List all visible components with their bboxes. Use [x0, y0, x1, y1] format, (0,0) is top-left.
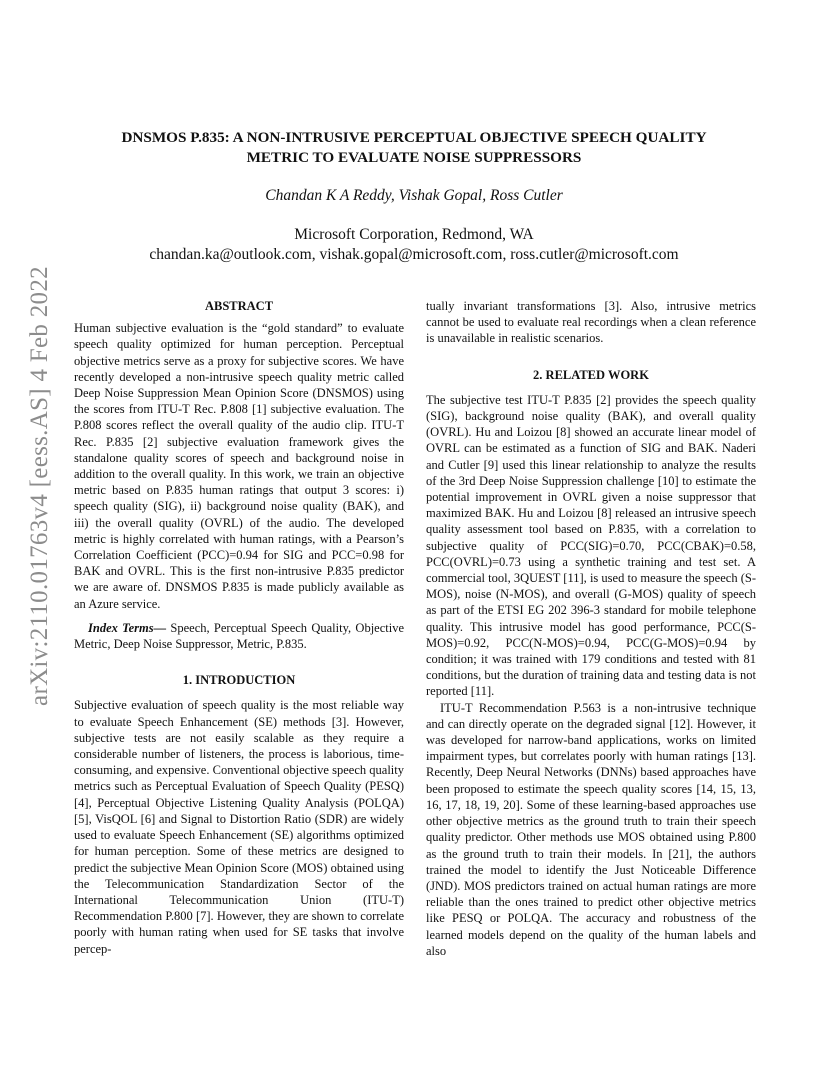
- abstract-body: Human subjective evaluation is the “gold standard” to evaluate speech quality optimized for human perception. Perceptual objective metrics serve as a proxy for subjective scores. We have recently developed a non-intrusive speech quality metric called Deep Noise Suppression Mean Opinion Score (DNSMOS) using the scores from ITU-T Rec. P.808 [1] subjective evaluation. The P.808 scores reflect the overall quality of the audio clip. ITU-T Rec. P.835 [2] subjective evaluation framework gives the standalone quality scores of speech and background noise in addition to the overall quality. In this work, we train an objective metric based on P.835 human ratings that output 3 scores: i) speech quality (SIG), ii) background noise quality (BAK), and iii) the overall quality (OVRL) of the audio. The developed metric is highly correlated with human ratings, with a Pearson’s Correlation Coefficient (PCC)=0.94 for SIG and PCC=0.98 for BAK and OVRL. This is the first non-intrusive P.835 predictor we are aware of. DNSMOS P.835 is made publicly available as an Azure service.: [74, 321, 404, 611]
- arxiv-id-text: arXiv:2110.01763v4 [eess.AS] 4 Feb 2022: [26, 265, 53, 706]
- abstract-heading: ABSTRACT: [204, 299, 274, 313]
- index-terms-label: Index Terms—: [88, 620, 167, 635]
- author-emails: chandan.ka@outlook.com, vishak.gopal@microsoft.com, ross.cutler@microsoft.com: [149, 246, 679, 263]
- introduction-continued: tually invariant transformations [3]. Also, intrusive metrics cannot be used to evaluate real recordings when a clean reference is unavailable in realistic scenarios.: [426, 299, 756, 346]
- affiliation-block: [70, 225, 758, 265]
- related-work-heading: 2. RELATED WORK: [533, 367, 649, 382]
- related-work-paragraph-2: ITU-T Recommendation P.563 is a non-intrusive technique and can directly operate on the degraded signal [12]. However, it was developed for narrow-band applications, works on limited impairment types, but correlates poorly with human ratings [13]. Recently, Deep Neural Networks (DNNs) based approaches have been proposed to estimate the speech quality scores [14, 15, 13, 16, 17, 18, 19, 20]. Some of these learning-based approaches use other objective metrics as the ground truth to train their speech quality predictor. Other methods use MOS obtained using P.800 as the ground truth to train their models. In [21], the authors trained the model to identify the Just Noticeable Difference (JND). MOS predictors trained on actual human ratings are more reliable than the ones trained to predict other objective metrics like PESQ or POLQA. The accuracy and robustness of the learned models depend on the quality of the human labels and also: [426, 700, 756, 958]
- arxiv-identifier-stamp: [22, 265, 58, 706]
- related-work-paragraph-1: The subjective test ITU-T P.835 [2] provides the speech quality (SIG), background noise quality (BAK), and overall quality (OVRL). Hu and Loizou [8] showed an accurate linear model of OVRL can be estimated as a function of SIG and BAK. Naderi and Cutler [9] used this linear relationship to analyze the results of the 3rd Deep Noise Suppression challenge [10] to estimate the potential improvement in OVRL given a noise suppressor that maximized BAK. Hu and Loizou [8] released an intrusive speech quality assessment tool based on P.835, with a correlation to subjective quality of PCC(SIG)=0.70, PCC(CBAK)=0.58, PCC(OVRL)=0.73 using a synthetic training and test set. A commercial tool, 3QUEST [11], is used to measure the speech (S-MOS), noise (N-MOS), and overall (G-MOS) quality of speech as part of the ETSI EG 202 396-3 standard for mobile telephone quality. This intrusive model has good performance, PCC(S-MOS)=0.92, PCC(N-MOS)=0.94, PCC(G-MOS)=0.94 by condition; it was trained with 179 conditions and tested with 81 conditions, but the duration of training data and testing data is not reported [11].: [426, 392, 756, 699]
- paper-title: [70, 128, 758, 168]
- author-list: Chandan K A Reddy, Vishak Gopal, Ross Cutler: [265, 187, 563, 204]
- right-column: [426, 298, 756, 959]
- index-terms-text: Speech, Perceptual Speech Quality, Objective Metric, Deep Noise Suppressor, Metric, P.835.: [74, 620, 405, 652]
- title-line-2: METRIC TO EVALUATE NOISE SUPPRESSORS: [246, 149, 582, 166]
- affiliation: Microsoft Corporation, Redmond, WA: [294, 226, 534, 243]
- index-terms: [74, 620, 404, 652]
- left-column: [74, 298, 404, 957]
- introduction-heading: 1. INTRODUCTION: [182, 673, 296, 688]
- title-line-1: DNSMOS P.835: A NON-INTRUSIVE PERCEPTUAL OBJECTIVE SPEECH QUALITY: [121, 129, 707, 146]
- introduction-body: Subjective evaluation of speech quality is the most reliable way to evaluate Speech Enhancement (SE) methods [3]. However, subjective tests are not easily scalable as they require a considerable number of listeners, the process is laborious, time-consuming, and expensive. Conventional objective speech quality metrics such as Perceptual Evaluation of Speech Quality (PESQ) [4], Perceptual Objective Listening Quality Analysis (POLQA) [5], VisQOL [6] and Signal to Distortion Ratio (SDR) are widely used to evaluate Speech Enhancement (SE) algorithms optimized for human perception. Some of these metrics are designed to predict the subjective Mean Opinion Score (MOS) obtained using the Telecommunication Standardization Sector of the International Telecommunication Union (ITU-T) Recommendation P.800 [7]. However, they are shown to correlate poorly with human rating when used for SE tasks that involve percep-: [74, 698, 404, 956]
